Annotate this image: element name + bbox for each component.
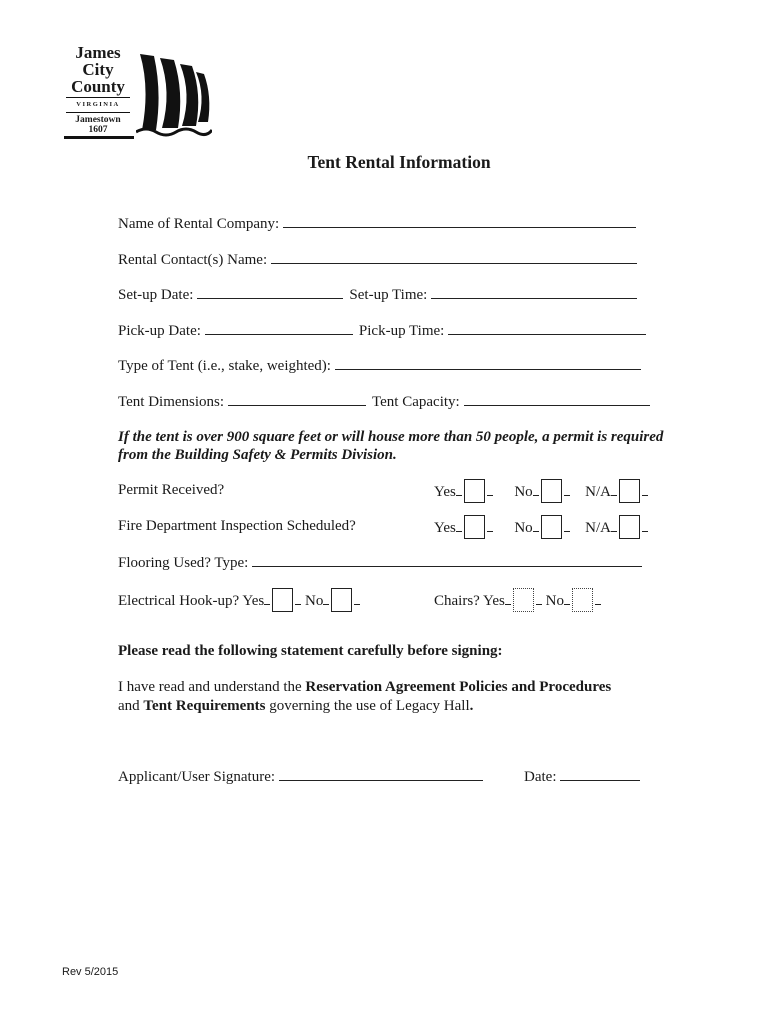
tent-type-field[interactable] xyxy=(335,356,641,370)
fire-no-label: No xyxy=(514,520,533,536)
electrical-no-label: No xyxy=(304,593,324,609)
chairs-yes-label: Yes xyxy=(483,593,505,609)
logo-wordmark xyxy=(62,44,134,135)
permit-no-checkbox[interactable] xyxy=(541,479,562,503)
statement-text-3: governing the use of Legacy Hall xyxy=(265,698,470,714)
fire-na-label: N/A xyxy=(585,520,612,536)
setup-row xyxy=(118,285,637,304)
rental-contact-field[interactable] xyxy=(271,250,637,264)
electrical-label: Electrical Hook-up? xyxy=(118,593,240,609)
underline xyxy=(295,591,301,605)
underline xyxy=(611,482,617,496)
chairs-no-checkbox[interactable] xyxy=(572,588,593,612)
permit-received-label: Permit Received? xyxy=(118,482,225,498)
statement-line1 xyxy=(118,678,678,697)
permit-na-label: N/A xyxy=(585,484,612,500)
fire-yes-label: Yes xyxy=(434,520,456,536)
underline xyxy=(323,591,329,605)
rental-company-row xyxy=(118,214,636,233)
tent-dimensions-label: Tent Dimensions: xyxy=(118,394,225,410)
underline xyxy=(533,482,539,496)
permit-notice-line1: If the tent is over 900 square feet or will house more than 50 people, a permit is required xyxy=(118,429,664,445)
tent-type-row xyxy=(118,356,641,375)
date-field[interactable] xyxy=(560,767,640,781)
tent-type-label: Type of Tent (i.e., stake, weighted): xyxy=(118,358,331,374)
chairs-yes-checkbox[interactable] xyxy=(513,588,534,612)
pickup-row xyxy=(118,321,646,340)
underline xyxy=(264,591,270,605)
underline xyxy=(456,482,462,496)
underline xyxy=(611,518,617,532)
signature-row xyxy=(118,767,483,786)
underline xyxy=(595,591,601,605)
setup-time-field[interactable] xyxy=(431,285,637,299)
underline xyxy=(564,591,570,605)
electrical-row xyxy=(118,588,360,612)
pickup-time-label: Pick-up Time: xyxy=(358,323,445,339)
setup-time-label: Set-up Time: xyxy=(349,287,428,303)
chairs-no-label: No xyxy=(545,593,564,609)
county-logo xyxy=(62,44,212,140)
permit-na-checkbox[interactable] xyxy=(619,479,640,503)
logo-rule-2 xyxy=(66,112,130,113)
underline xyxy=(564,482,570,496)
underline xyxy=(533,518,539,532)
statement-line2 xyxy=(118,697,678,716)
tent-size-row xyxy=(118,392,650,411)
statement-period: . xyxy=(469,698,474,714)
logo-line-james: James xyxy=(75,43,121,62)
fire-inspection-options xyxy=(434,515,648,539)
permit-no-label: No xyxy=(514,484,533,500)
rental-company-field[interactable] xyxy=(283,214,636,228)
fire-inspection-label: Fire Department Inspection Scheduled? xyxy=(118,518,356,534)
date-row xyxy=(524,767,640,786)
logo-line-county: County xyxy=(71,77,125,96)
electrical-yes-checkbox[interactable] xyxy=(272,588,293,612)
underline xyxy=(354,591,360,605)
tent-capacity-field[interactable] xyxy=(464,392,650,406)
chairs-label: Chairs? xyxy=(434,593,480,609)
pickup-date-field[interactable] xyxy=(205,321,353,335)
logo-state: VIRGINIA xyxy=(76,101,120,108)
electrical-no-checkbox[interactable] xyxy=(331,588,352,612)
signature-label: Applicant/User Signature: xyxy=(118,769,276,785)
date-label: Date: xyxy=(524,769,557,785)
flooring-type-field[interactable] xyxy=(252,553,642,567)
setup-date-label: Set-up Date: xyxy=(118,287,194,303)
underline xyxy=(642,518,648,532)
logo-year: 1607 xyxy=(88,125,108,135)
underline xyxy=(505,591,511,605)
rental-contact-label: Rental Contact(s) Name: xyxy=(118,252,268,268)
underline xyxy=(564,518,570,532)
tent-capacity-label: Tent Capacity: xyxy=(372,394,460,410)
signature-field[interactable] xyxy=(279,767,483,781)
logo-wave-base xyxy=(64,136,134,139)
flooring-row xyxy=(118,553,642,572)
logo-line-city: City xyxy=(82,60,114,79)
logo-rule xyxy=(66,97,130,98)
logo-place: Jamestown xyxy=(75,115,121,125)
underline xyxy=(456,518,462,532)
rental-company-label: Name of Rental Company: xyxy=(118,216,280,232)
page-title: Tent Rental Information xyxy=(307,152,491,172)
statement-paragraph xyxy=(118,678,678,716)
rental-contact-row xyxy=(118,250,637,269)
electrical-yes-label: Yes xyxy=(242,593,265,609)
permit-notice xyxy=(118,428,698,464)
underline xyxy=(487,518,493,532)
pickup-time-field[interactable] xyxy=(448,321,646,335)
statement-text-1: I have read and understand the xyxy=(118,679,306,695)
fire-na-checkbox[interactable] xyxy=(619,515,640,539)
statement-heading: Please read the following statement carefully before signing: xyxy=(118,643,503,659)
flooring-label: Flooring Used? Type: xyxy=(118,555,249,571)
statement-policy-name: Reservation Agreement Policies and Procedures xyxy=(305,679,612,695)
underline xyxy=(536,591,542,605)
ship-sails-icon xyxy=(136,48,212,140)
permit-received-options xyxy=(434,479,648,503)
tent-dimensions-field[interactable] xyxy=(228,392,366,406)
pickup-date-label: Pick-up Date: xyxy=(118,323,201,339)
setup-date-field[interactable] xyxy=(197,285,343,299)
chairs-row xyxy=(434,588,601,612)
permit-yes-label: Yes xyxy=(434,484,456,500)
permit-notice-line2: from the Building Safety & Permits Division. xyxy=(118,447,397,463)
underline xyxy=(487,482,493,496)
statement-text-2: and xyxy=(118,698,144,714)
underline xyxy=(642,482,648,496)
revision-note: Rev 5/2015 xyxy=(62,966,119,978)
fire-no-checkbox[interactable] xyxy=(541,515,562,539)
fire-yes-checkbox[interactable] xyxy=(464,515,485,539)
permit-yes-checkbox[interactable] xyxy=(464,479,485,503)
statement-requirements-name: Tent Requirements xyxy=(143,698,266,714)
